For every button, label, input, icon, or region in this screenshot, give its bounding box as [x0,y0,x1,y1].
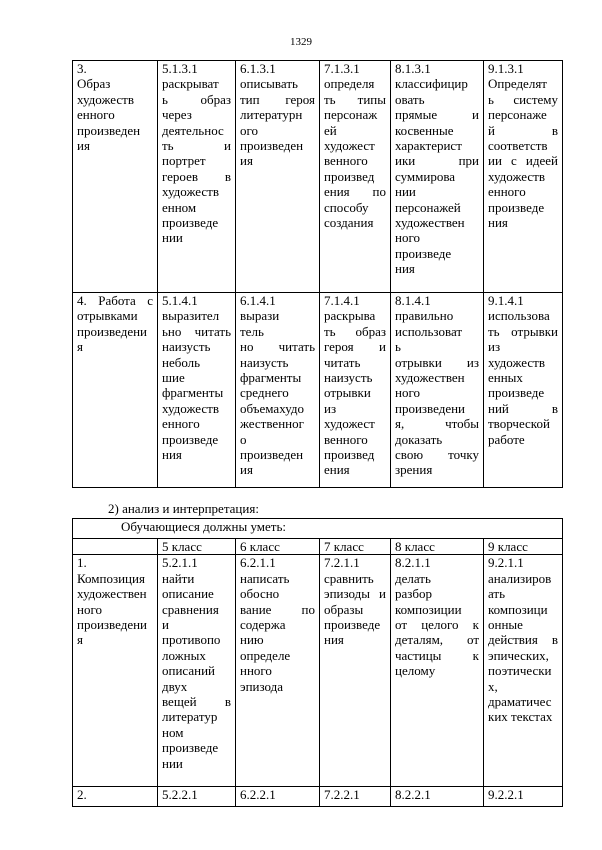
cell-line: енного [77,107,115,123]
cell-line: произведе [324,617,381,633]
cell-line: фрагменты [240,370,302,386]
cell-line: определе [240,647,291,663]
topic-cell [73,555,158,787]
cell-line: произведени [395,400,466,416]
cell-line: читать [324,354,361,370]
cell-line: ния [324,632,344,648]
cell-line: ния [395,261,415,277]
cell-line: использова [488,308,550,324]
cell-line: эпических, [488,647,549,663]
cell-line: драматичес [488,694,552,710]
cell-line: венного [324,431,368,447]
cell-line: частицы к [395,647,479,663]
cell-line: из [324,400,337,416]
cell-line: художествен [77,586,147,602]
cell-line: 5.1.3.1 [162,61,198,76]
page-number: 1329 [290,36,312,48]
cell-line: произведе [162,740,219,756]
topic-cell [73,787,158,807]
cell-line: произведен [240,447,304,463]
cell-line: способу [324,199,369,215]
cell-line: енных [488,370,523,386]
cell-line: 9.1.3.1 [488,61,524,76]
cell-line: художеств [488,168,545,184]
cell-line: использоват [395,323,463,339]
cell-line: нию [240,632,264,648]
header-grade6-cell: 6 класс [236,539,320,555]
cell-line: ия [240,153,253,169]
cell-line: написать [240,570,290,586]
cell-line: художест [324,138,375,154]
cell-line: наизусть [162,339,211,355]
cell-line: ного [395,385,420,401]
header-grade9-cell: 9 класс [484,539,563,555]
grade9-cell [484,293,563,488]
cell-line: ей [324,122,337,138]
cell-line: ний в [488,400,558,416]
cell-line: прямые и [395,107,479,123]
topic-cell [73,61,158,293]
cell-line: литературн [240,107,303,123]
cell-line: содержа [240,617,286,633]
table2-row [73,787,563,807]
cell-line: найти [162,570,195,586]
cell-line: шие [162,370,185,386]
cell-line: художествен [395,215,465,231]
cell-line: анализиров [488,570,552,586]
cell-line: эпизоды и [324,586,386,602]
cell-line: 6.1.3.1 [240,61,276,76]
cell-line: персонаж [324,107,378,123]
cell-line: выразител [162,308,220,324]
cell-line: ния [162,447,182,463]
cell-line: ного [395,230,420,246]
cell-line: я [77,339,83,355]
cell-line: доказать [395,431,443,447]
cell-line: художествен [395,370,465,386]
cell-line: персонажей [395,199,461,215]
cell-line: и [162,617,169,633]
cell-line: 6.1.4.1 [240,293,276,308]
cell-line: отрывками [77,308,138,324]
cell-line: наизусть [324,370,373,386]
cell-line: характерист [395,138,462,154]
cell-line: среднего [240,385,289,401]
cell-line: эпизода [240,678,284,694]
cell-line: работе [488,431,525,447]
cell-line: й в [488,122,558,138]
cell-line: 4. Работа с [77,293,153,308]
cell-line: 7.1.4.1 [324,293,360,308]
cell-line: 7.2.1.1 [324,555,360,571]
cell-line: раскрыва [324,308,376,324]
cell-line: нии [395,184,416,200]
cell-line: портрет [162,153,206,169]
cell-line: деятельнос [162,122,224,138]
cell-line: 2. [77,787,87,803]
cell-line: от целого к [395,617,479,633]
cell-line: литератур [162,709,218,725]
table1-row [73,293,563,488]
cell-line: отрывки из [395,354,479,370]
cell-line: произведе [162,215,219,231]
cell-line: соответств [488,138,548,154]
cell-line: Композиция [77,570,145,586]
cell-line: героев в [162,168,231,184]
topic-cell [73,293,158,488]
grade7-cell [320,61,391,293]
cell-line: 6.2.2.1 [240,787,276,803]
cell-line: персонаже [488,107,547,123]
cell-line: 8.2.2.1 [395,787,431,803]
cell-line: 7.1.3.1 [324,61,360,76]
cell-line: нии [162,755,183,771]
cell-line: 9.1.4.1 [488,293,524,308]
cell-line: енного [488,184,526,200]
cell-line: раскрыват [162,76,219,92]
cell-line: ения по [324,184,386,200]
cell-line: ть типы [324,91,386,107]
cell-line: 6.2.1.1 [240,555,276,571]
cell-line: из [488,339,501,355]
cell-line: вещей в [162,694,231,710]
grade5-cell [158,293,236,488]
cell-line: нии [162,230,183,246]
cell-line: суммирова [395,168,456,184]
cell-line: образы [324,601,364,617]
cell-line: композици [488,601,548,617]
cell-line: произвед [324,447,375,463]
grade5-cell [158,555,236,787]
cell-line: противопо [162,632,221,648]
cell-line: произвед [324,168,375,184]
cell-line: тип героя [240,91,315,107]
cell-line: ть образ [324,323,386,339]
cell-line: классифицир [395,76,468,92]
cell-line: ики при [395,153,479,169]
cell-line: сравнения [162,601,219,617]
cell-line: произведен [77,122,141,138]
cell-line: венного [324,153,368,169]
cell-line: косвенные [395,122,454,138]
cell-line: свою точку [395,447,479,463]
cell-line: определя [324,76,375,92]
grade9-cell [484,787,563,807]
cell-line: зрения [395,462,433,478]
cell-line: Образ [77,76,111,92]
cell-line: ть и [162,138,231,154]
cell-line: правильно [395,308,454,324]
grade9-cell [484,555,563,787]
cell-line: ии с идеей [488,153,558,169]
grade6-cell [236,555,320,787]
cell-line: 8.1.3.1 [395,61,431,76]
grade8-cell [391,293,484,488]
grade8-cell [391,555,484,787]
cell-line: я, чтобы [395,416,479,432]
cell-line: художеств [162,400,219,416]
cell-line: делать [395,570,431,586]
cell-line: ния [488,215,508,231]
cell-line: обосно [240,586,280,602]
cell-line: ьно читать [162,323,231,339]
cell-line: жественног [240,416,304,432]
cell-line: описывать [240,76,298,92]
grade9-cell [484,61,563,293]
cell-line: ения [324,462,350,478]
cell-line: 5.2.1.1 [162,555,198,571]
cell-line: деталям, от [395,632,479,648]
cell-line: о [240,431,247,447]
cell-line: композиции [395,601,462,617]
cell-line: 9.2.1.1 [488,555,524,571]
grade6-cell [236,293,320,488]
cell-line: поэтически [488,663,552,679]
table1-row [73,61,563,293]
cell-line: неболь [162,354,201,370]
cell-line: целому [395,663,436,679]
cell-line: художеств [162,184,219,200]
table2-row [73,555,563,787]
cell-line: произведени [77,617,148,633]
cell-line: произведе [162,431,219,447]
header-grade8-cell: 8 класс [391,539,484,555]
cell-line: художест [324,416,375,432]
cell-line: Определят [488,76,547,92]
cell-line: произведени [77,323,148,339]
cell-line: героя и [324,339,386,355]
table-subheading: Обучающиеся должны уметь: [73,519,563,539]
cell-line: енного [162,416,200,432]
learning-objectives-table-1 [72,60,563,488]
cell-line: ких текстах [488,709,553,725]
cell-line: объемахудо [240,400,304,416]
cell-line: ь [395,339,401,355]
cell-line: ть отрывки [488,323,558,339]
cell-line: 9.2.2.1 [488,787,524,803]
cell-line: ного [77,601,102,617]
cell-line: произведе [488,385,545,401]
cell-line: тель [240,323,264,339]
cell-line: ать [488,586,506,602]
cell-line: ого [240,122,259,138]
cell-line: ия [77,138,90,154]
grade7-cell [320,787,391,807]
cell-line: произведе [395,245,452,261]
cell-line: сравнить [324,570,374,586]
cell-line: художеств [77,91,134,107]
grade7-cell [320,293,391,488]
grade7-cell [320,555,391,787]
cell-line: отрывки [324,385,371,401]
cell-line: нного [240,663,272,679]
cell-line: художеств [488,354,545,370]
grade8-cell [391,787,484,807]
header-topic-cell [73,539,158,555]
cell-line: я [77,632,83,648]
grade5-cell [158,787,236,807]
cell-line: вание по [240,601,315,617]
cell-line: 5.2.2.1 [162,787,198,803]
cell-line: действия в [488,632,558,648]
grade8-cell [391,61,484,293]
cell-line: ь систему [488,91,558,107]
cell-line: 3. [77,61,87,76]
cell-line: 8.2.1.1 [395,555,431,571]
section-heading-analysis: 2) анализ и интерпретация: [108,501,259,516]
cell-line: описаний [162,663,215,679]
cell-line: создания [324,215,374,231]
learning-objectives-table-2 [72,518,563,807]
cell-line: ия [240,462,253,478]
cell-line: ном [162,724,184,740]
grade6-cell [236,787,320,807]
cell-line: творческой [488,416,550,432]
header-grade5-cell: 5 класс [158,539,236,555]
cell-line: вырази [240,308,280,324]
cell-line: произведе [488,199,545,215]
cell-line: 5.1.4.1 [162,293,198,308]
grade6-cell [236,61,320,293]
header-grade7-cell: 7 класс [320,539,391,555]
cell-line: через [162,107,192,123]
cell-line: разбор [395,586,433,602]
cell-line: произведен [240,138,304,154]
cell-line: описание [162,586,214,602]
cell-line: енном [162,199,197,215]
cell-line: но читать [240,339,315,355]
cell-line: онные [488,617,523,633]
cell-line: 8.1.4.1 [395,293,431,308]
cell-line: фрагменты [162,385,224,401]
cell-line: ь образ [162,91,231,107]
cell-line: овать [395,91,425,107]
cell-line: 7.2.2.1 [324,787,360,803]
cell-line: двух [162,678,188,694]
grade5-cell [158,61,236,293]
cell-line: 1. [77,555,87,571]
cell-line: х, [488,678,498,694]
cell-line: наизусть [240,354,289,370]
cell-line: ложных [162,647,206,663]
